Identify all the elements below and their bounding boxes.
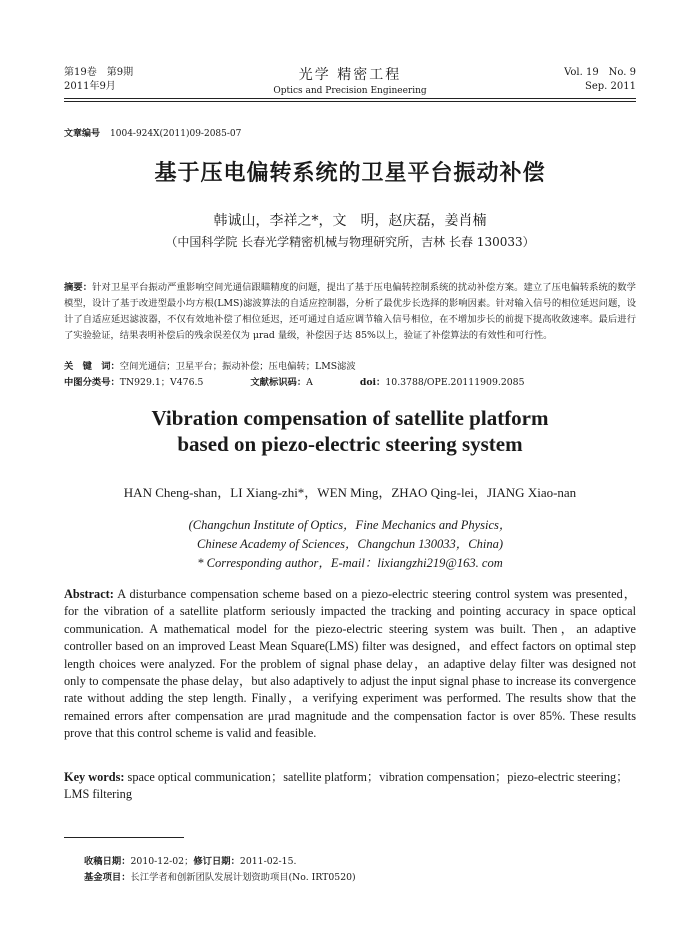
affiliation-en — [0, 516, 700, 573]
paper-title-cn: 基于压电偏转系统的卫星平台振动补偿 — [154, 161, 546, 186]
received-date: 2010-12-02； — [130, 856, 194, 867]
journal-name-cn: 光学 精密工程 — [298, 67, 402, 83]
footnote-funding — [84, 869, 356, 883]
volume-issue-en: Vol. 19 No. 9 — [564, 67, 636, 78]
header-rule-thin — [64, 101, 636, 102]
abstract-cn-text: 针对卫星平台振动严重影响空间光通信跟瞄精度的问题，提出了基于压电偏转控制系统的扰动补偿方案。建立了压电偏转系统的数学模型，设计了基于改进型最小均方根(LMS)滤波算法的自适应控制器，分析了最优步长选择的影响因素。针对输入信号的相位延迟问题，设计了自适应延迟滤波器，不仅有效地补偿了相位延迟，还可通过自适应调节输入信号相位，在不增加步长的前提下提高收敛速率。最后进行了实验验证，结果表明补偿后的残余误差仅为 μrad 量级，补偿因子达 85%以上，验证了补偿算法的有效性和可行性。 — [64, 282, 636, 341]
header-right — [564, 66, 636, 94]
affiliation-cn: （中国科学院 长春光学精密机械与物理研究所，吉林 长春 130033） — [165, 235, 535, 249]
abstract-en — [64, 586, 636, 743]
revised-date: 2011-02-15. — [239, 856, 297, 867]
fund-label: 基金项目： — [84, 872, 131, 883]
corresponding-author: * Corresponding author，E-mail：lixiangzhi219@163. com — [197, 556, 503, 570]
clc-value: TN929.1；V476.5 — [119, 377, 204, 388]
volume-issue-cn: 第19卷 第9期 — [64, 67, 134, 78]
article-number-label: 文章编号 — [64, 129, 101, 139]
journal-header — [200, 64, 500, 96]
abstract-cn-label: 摘要： — [64, 282, 93, 293]
article-number — [64, 126, 241, 139]
footnote-dates — [84, 853, 296, 867]
keywords-en-text: space optical communication；satellite platform；vibration compensation；piezo-electric steering；LMS filtering — [64, 770, 629, 802]
doi-value: 10.3788/OPE.20111909.2085 — [385, 377, 525, 388]
authors-en: HAN Cheng-shan，LI Xiang-zhi*，WEN Ming，ZHAO Qing-lei，JIANG Xiao-nan — [123, 485, 577, 500]
received-label: 收稿日期： — [84, 856, 131, 867]
revised-label: 修订日期： — [193, 856, 240, 867]
paper-title-en-line1: Vibration compensation of satellite platform — [151, 406, 549, 430]
doc-code-label: 文献标识码： — [250, 377, 307, 388]
journal-name-en: Optics and Precision Engineering — [273, 86, 427, 96]
abstract-cn — [64, 280, 636, 344]
header-left — [64, 66, 133, 94]
clc-label: 中图分类号： — [64, 377, 120, 388]
keywords-cn-label: 关 键 词： — [64, 361, 120, 372]
keywords-cn — [64, 358, 636, 372]
fund-text: 长江学者和创新团队发展计划资助项目(No. IRT0520) — [130, 872, 356, 883]
authors-cn: 韩诚山，李祥之*，文 明，赵庆磊，姜肖楠 — [213, 213, 487, 229]
article-number-value: 1004-924X(2011)09-2085-07 — [110, 129, 242, 139]
date-en: Sep. 2011 — [585, 81, 636, 92]
abstract-en-text: A disturbance compensation scheme based on a piezo-electric steering control system was presented，for the vibration of a satellite platform seriously impacted the tracking and pointing accuracy in space optical communication. A mathematical model for the piezo-electric steering system was built. Then，an adaptive controller based on an improved Least Mean Square(LMS) filter was designed，and effect factors on optimal step length choices were analyzed. For the problem of signal phase delay，an adaptive delay filter was designed not only to compensate the phase delay，but also adaptively to adjust the input signal phase to increase its convergence rate without adding the step length. Finally，a verifying experiment was performed. The results show that the remained errors after compensation are μrad magnitude and the compensation factor is over 85%. These results prove that this control scheme is valid and feasible. — [64, 587, 636, 741]
keywords-en-label: Key words: — [64, 770, 125, 784]
doc-code-value: A — [306, 377, 313, 388]
paper-title-en-line2: based on piezo-electric steering system — [177, 432, 523, 456]
affiliation-en-line2: Chinese Academy of Sciences，Changchun 130033，China) — [197, 537, 503, 551]
affiliation-en-line1: (Changchun Institute of Optics，Fine Mechanics and Physics， — [188, 518, 512, 532]
doi-label: doi： — [359, 377, 386, 388]
footnote-rule — [64, 837, 184, 838]
header-rule-thick — [64, 98, 636, 99]
paper-title-en — [0, 405, 700, 457]
abstract-en-label: Abstract: — [64, 587, 114, 601]
date-cn: 2011年9月 — [64, 81, 116, 92]
classification-line — [64, 374, 636, 388]
keywords-en — [64, 769, 636, 804]
keywords-cn-text: 空间光通信；卫星平台；振动补偿；压电偏转；LMS滤波 — [119, 361, 356, 372]
